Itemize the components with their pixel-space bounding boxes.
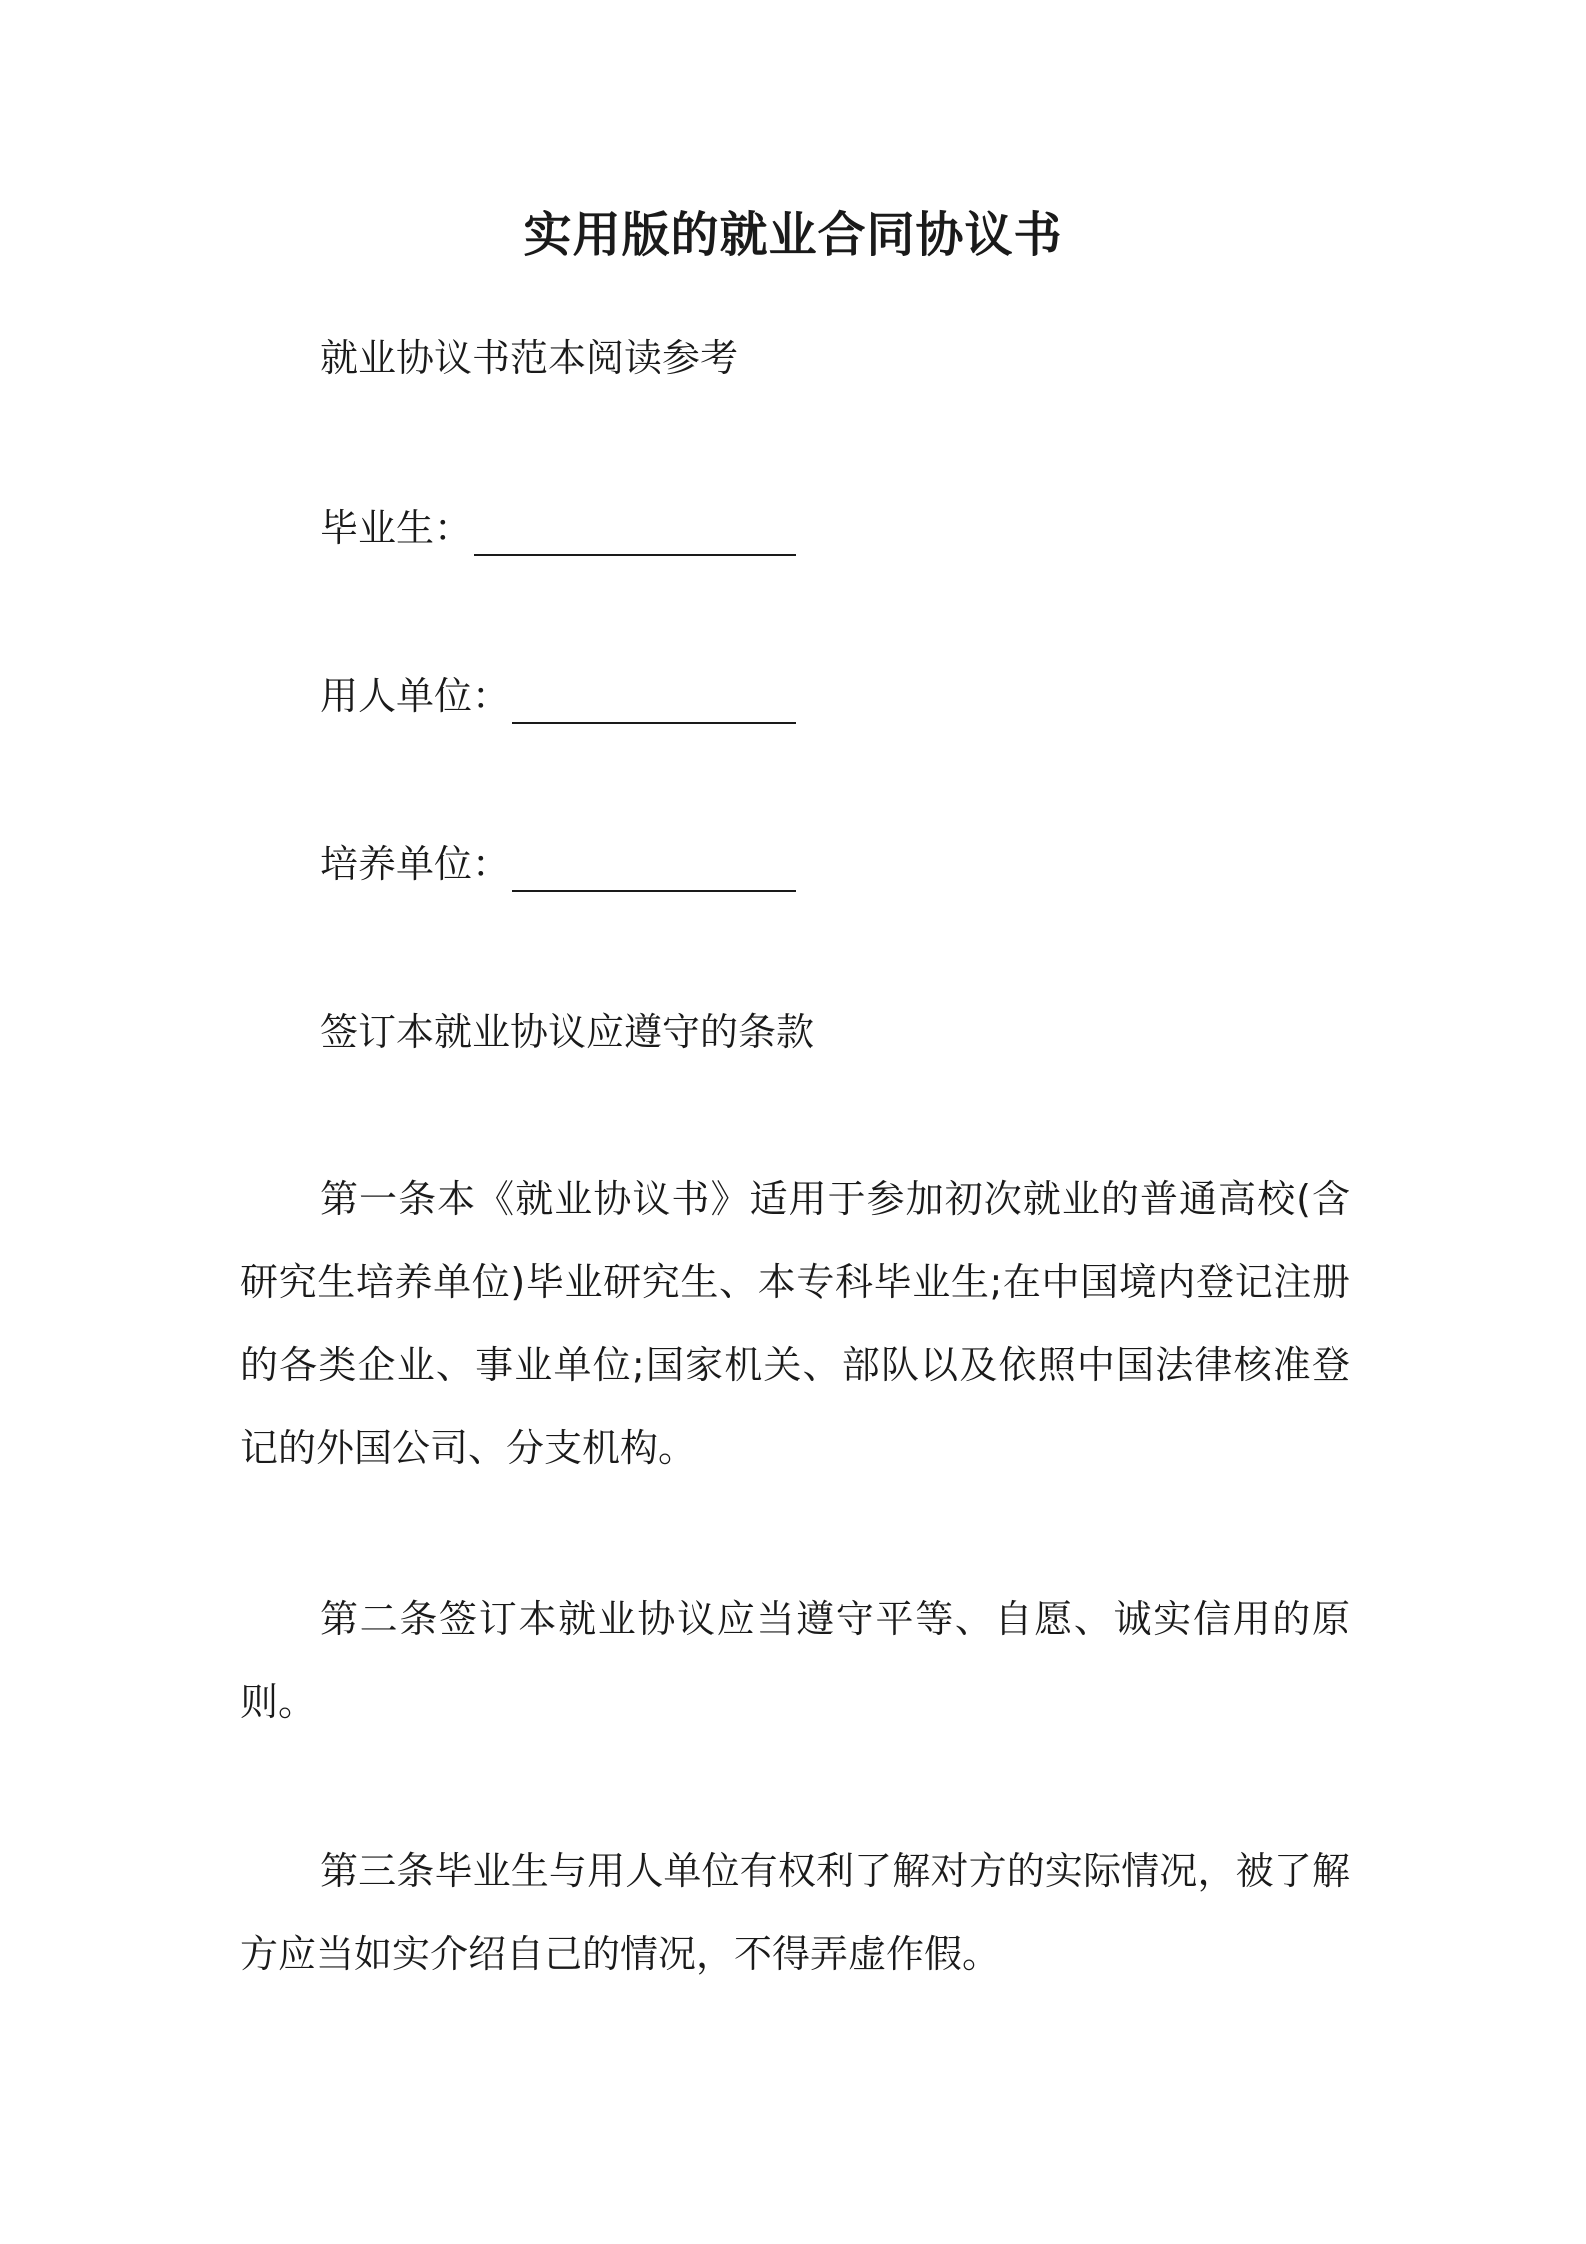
document-subtitle: 就业协议书范本阅读参考: [320, 336, 739, 380]
field-employer-label: 用人单位：: [320, 674, 511, 718]
section-heading: 签订本就业协议应遵守的条款: [320, 1010, 815, 1054]
field-employer: [320, 668, 796, 724]
field-school: [320, 836, 796, 892]
field-graduate-label: 毕业生：: [320, 506, 473, 550]
field-graduate: [320, 500, 796, 556]
article-1: 第一条本《就业协议书》适用于参加初次就业的普通高校(含研究生培养单位)毕业研究生、本专科毕业生;在中国境内登记注册的各类企业、事业单位;国家机关、部队以及依照中国法律核准登记的外国公司、分支机构。: [240, 1177, 1350, 1470]
field-graduate-blank: [474, 510, 796, 556]
article-3: 第三条毕业生与用人单位有权利了解对方的实际情况，被了解方应当如实介绍自己的情况，不得弄虚作假。: [240, 1849, 1350, 1976]
field-school-blank: [512, 846, 796, 892]
document-title: 实用版的就业合同协议书: [523, 207, 1063, 263]
field-school-label: 培养单位：: [320, 842, 511, 886]
field-employer-blank: [512, 678, 796, 724]
article-2: 第二条签订本就业协议应当遵守平等、自愿、诚实信用的原则。: [240, 1597, 1350, 1724]
